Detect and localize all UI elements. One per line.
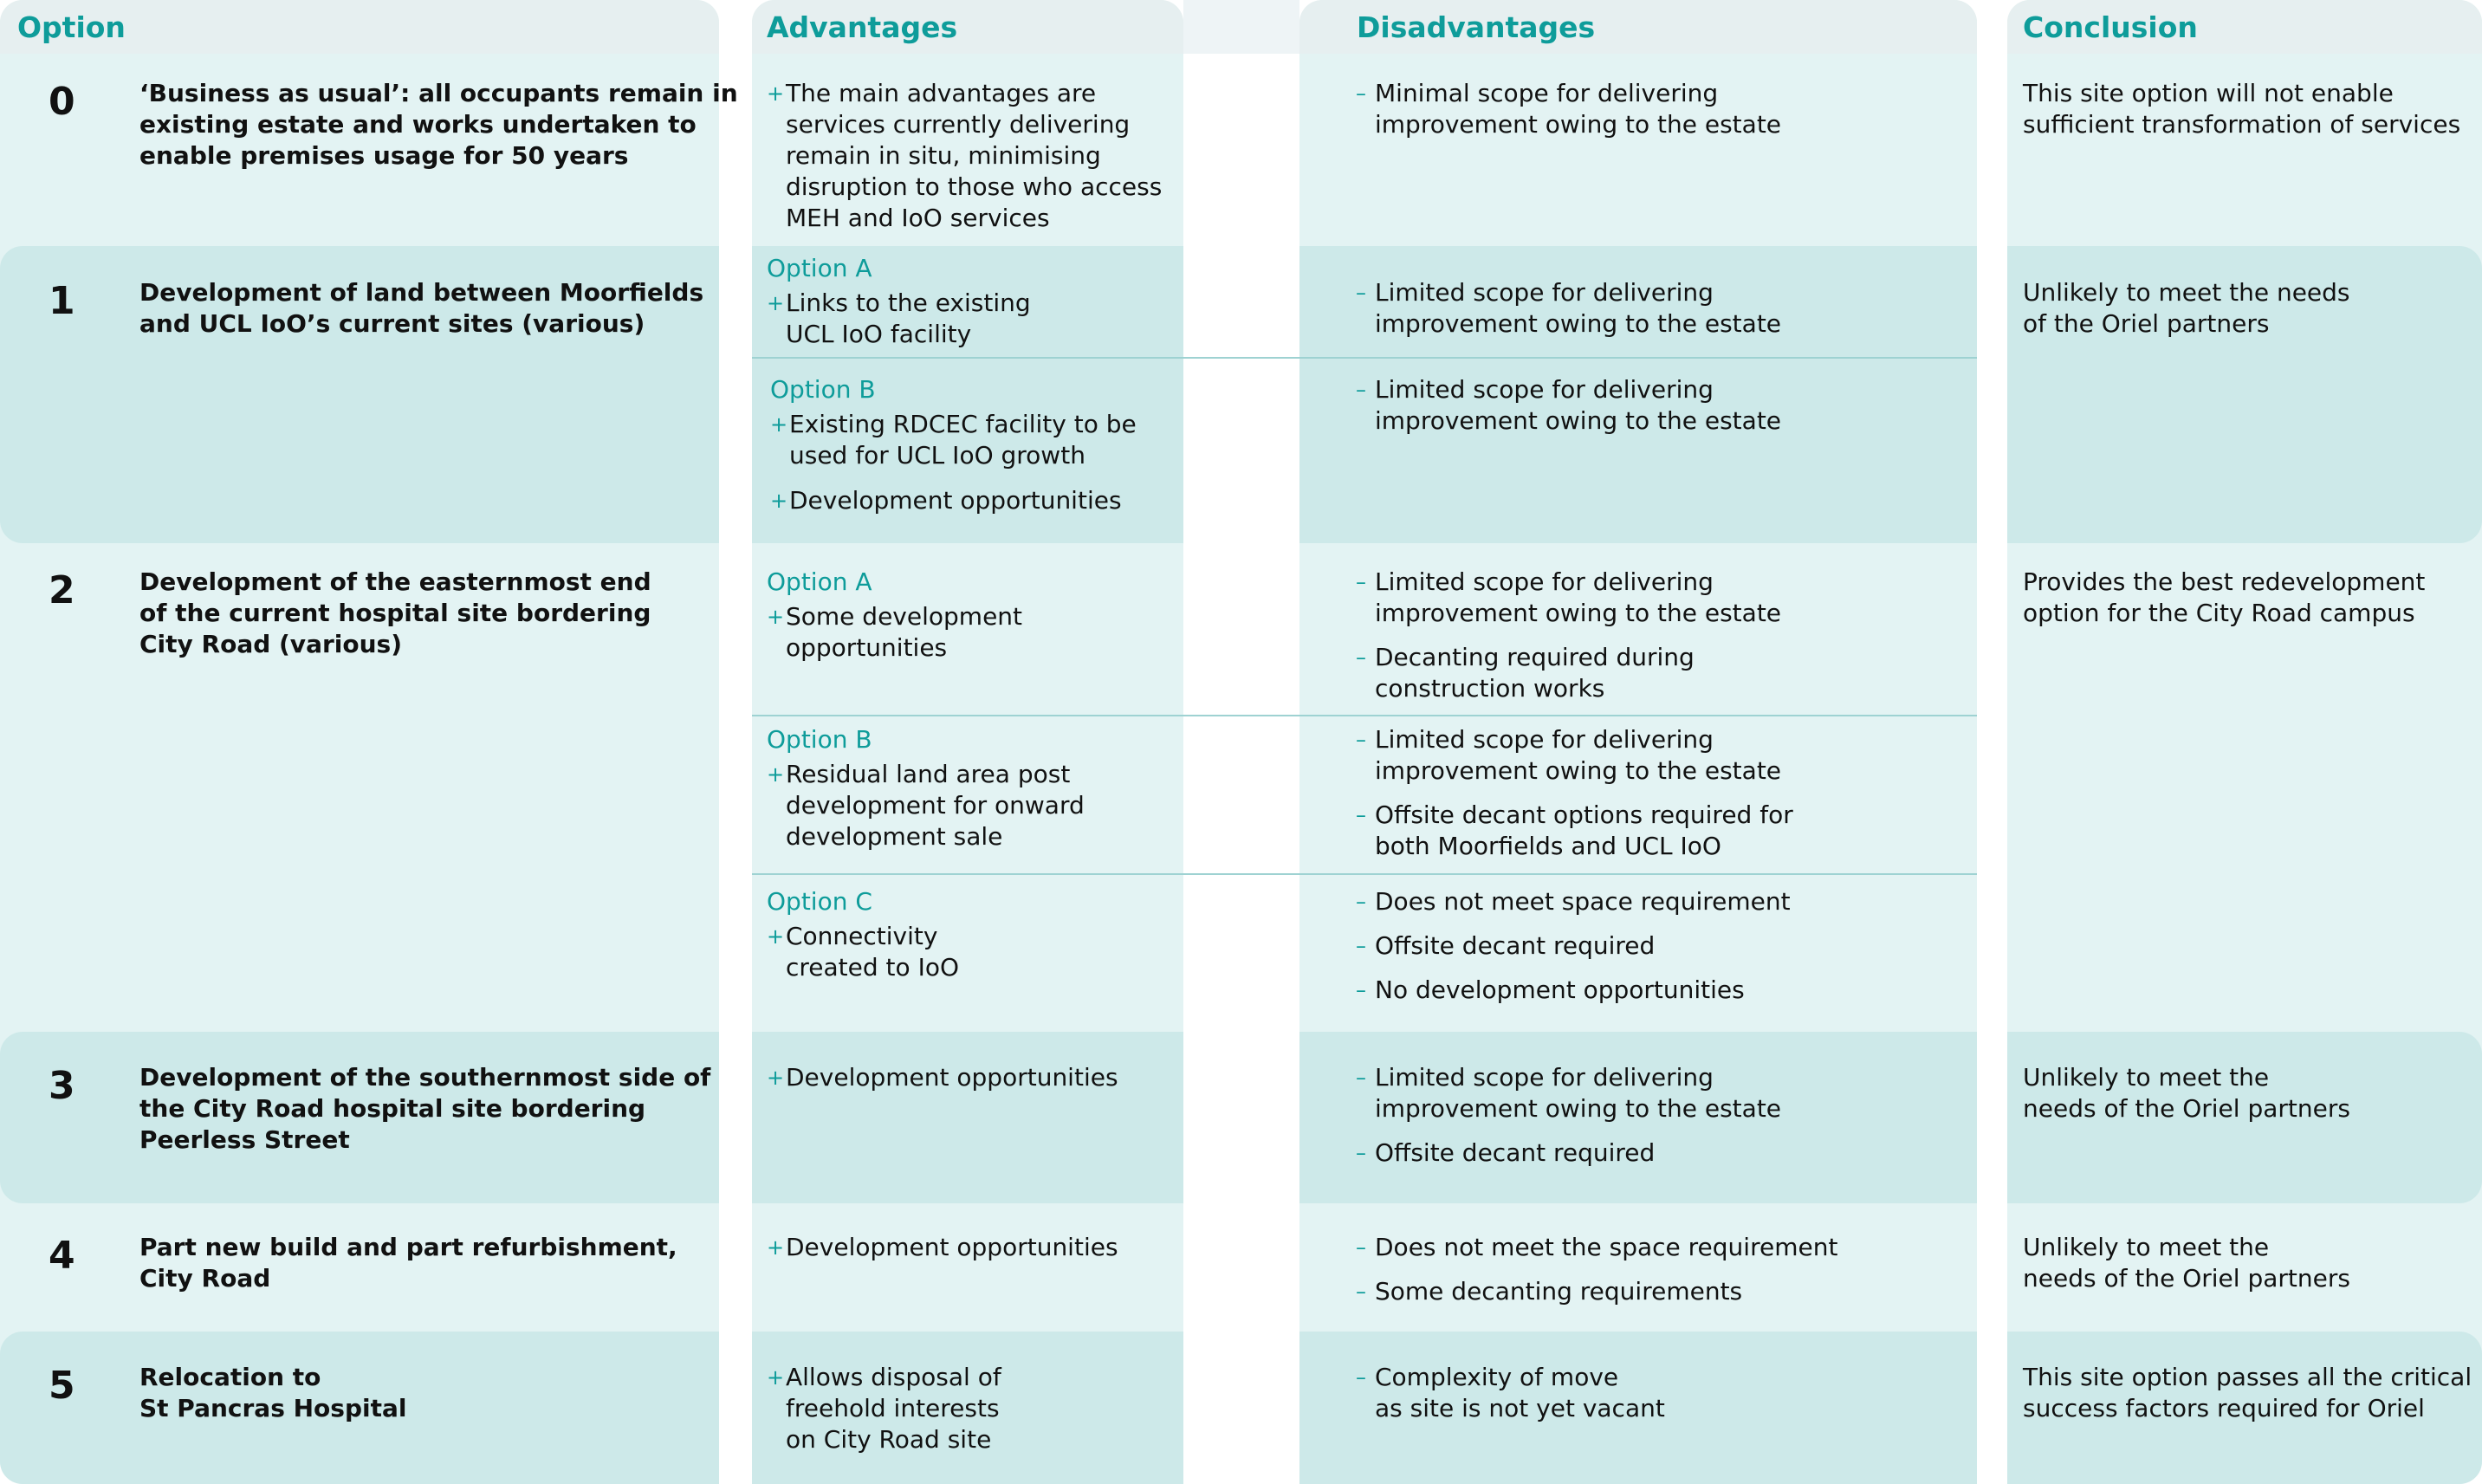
minus-icon: – [1356,281,1366,305]
minus-icon: – [1356,1280,1366,1304]
sub-option-label: Option C [767,887,872,916]
sub-option-label: Option B [770,375,876,404]
divider-row2-b [752,873,1977,875]
disadvantage-item: – Some decanting requirements [1356,1277,1743,1306]
plus-icon: + [767,81,785,106]
plus-icon: + [767,1066,785,1090]
disadvantage-item: – Limited scope for delivering improvement owing to the estate [1356,375,1782,435]
minus-icon: – [1356,570,1366,594]
option-title: Relocation to St Pancras Hospital [139,1363,407,1422]
header-conclusion: Conclusion [2023,10,2198,44]
option-number: 3 [49,1064,75,1108]
advantage-item: + Development opportunities [767,1063,1118,1092]
option-title: Development of the southernmost side of the City Road hospital site bordering Peerless Street [139,1063,711,1154]
disadvantage-item: – Decanting required during construction works [1356,643,1695,703]
disadvantage-item: – Limited scope for delivering improvement owing to the estate [1356,278,1782,338]
sub-option-label: Option A [767,567,872,596]
minus-icon: – [1356,890,1366,914]
advantage-item: + Residual land area post development for onward development sale [767,760,1085,851]
disadvantage-item: – No development opportunities [1356,975,1745,1004]
option-number: 2 [49,568,75,612]
minus-icon: – [1356,934,1366,958]
conclusion-text: Unlikely to meet the needs of the Oriel partners [2023,1063,2350,1123]
plus-icon: + [767,605,785,629]
minus-icon: – [1356,1365,1366,1390]
plus-icon: + [767,1235,785,1260]
disadvantage-item: – Limited scope for delivering improvement owing to the estate [1356,567,1782,627]
minus-icon: – [1356,978,1366,1002]
conclusion-text: Provides the best redevelopment option for the City Road campus [2023,567,2426,627]
conclusion-text: This site option will not enable sufficient transformation of services [2023,79,2461,139]
advantage-item: + Development opportunities [767,1233,1118,1261]
divider-row1 [752,357,1977,359]
minus-icon: – [1356,645,1366,670]
advantage-item: + Existing RDCEC facility to be used for UCL IoO growth [770,410,1137,470]
divider-row2-a [752,715,1977,716]
minus-icon: – [1356,81,1366,106]
option-title: Development of land between Moorfields and UCL IoO’s current sites (various) [139,278,704,338]
minus-icon: – [1356,728,1366,752]
disadvantage-item: – Does not meet the space requirement [1356,1233,1838,1261]
disadvantage-item: – Offsite decant required [1356,1138,1656,1167]
disadvantage-item: – Minimal scope for delivering improvement owing to the estate [1356,79,1782,139]
header-gap [1183,0,1299,54]
advantage-item: + Some development opportunities [767,602,1023,662]
minus-icon: – [1356,1066,1366,1090]
disadvantage-item: – Limited scope for delivering improvement owing to the estate [1356,1063,1782,1123]
header-advantages: Advantages [767,10,958,44]
header-option: Option [17,10,126,44]
plus-icon: + [767,291,785,315]
sub-option-label: Option B [767,725,872,754]
disadvantage-item: – Offsite decant required [1356,931,1656,960]
plus-icon: + [767,1365,785,1390]
disadvantage-item: – Limited scope for delivering improvement owing to the estate [1356,725,1782,785]
disadvantage-item: – Complexity of move as site is not yet vacant [1356,1363,1665,1422]
option-title: Development of the easternmost end of the current hospital site bordering City Road (various) [139,567,651,658]
minus-icon: – [1356,1235,1366,1260]
conclusion-text: Unlikely to meet the needs of the Oriel partners [2023,278,2350,338]
conclusion-text: Unlikely to meet the needs of the Oriel partners [2023,1233,2350,1293]
option-number: 4 [49,1234,75,1278]
option-number: 0 [49,80,75,124]
option-number: 5 [49,1364,75,1408]
option-title: ‘Business as usual’: all occupants remain in existing estate and works undertaken to enable premises usage for 50 years [139,79,738,170]
advantage-item: + Allows disposal of freehold interests on City Road site [767,1363,1001,1454]
plus-icon: + [770,489,788,513]
option-title: Part new build and part refurbishment, City Road [139,1233,677,1293]
minus-icon: – [1356,1141,1366,1165]
minus-icon: – [1356,378,1366,402]
advantage-item: + Links to the existing UCL IoO facility [767,288,1031,348]
advantage-item: + Development opportunities [770,486,1122,515]
plus-icon: + [767,762,785,787]
disadvantage-item: – Does not meet space requirement [1356,887,1791,916]
advantage-item: + Connectivity created to IoO [767,922,959,982]
plus-icon: + [770,412,788,437]
minus-icon: – [1356,803,1366,827]
conclusion-text: This site option passes all the critical success factors required for Oriel [2023,1363,2472,1422]
sub-option-label: Option A [767,254,872,282]
plus-icon: + [767,924,785,949]
option-number: 1 [49,279,75,323]
advantage-item: + The main advantages are services currently delivering remain in situ, minimising disruption to those who access MEH and IoO services [767,79,1163,232]
header-disadvantages: Disadvantages [1357,10,1596,44]
disadvantage-item: – Offsite decant options required for both Moorfields and UCL IoO [1356,800,1793,860]
